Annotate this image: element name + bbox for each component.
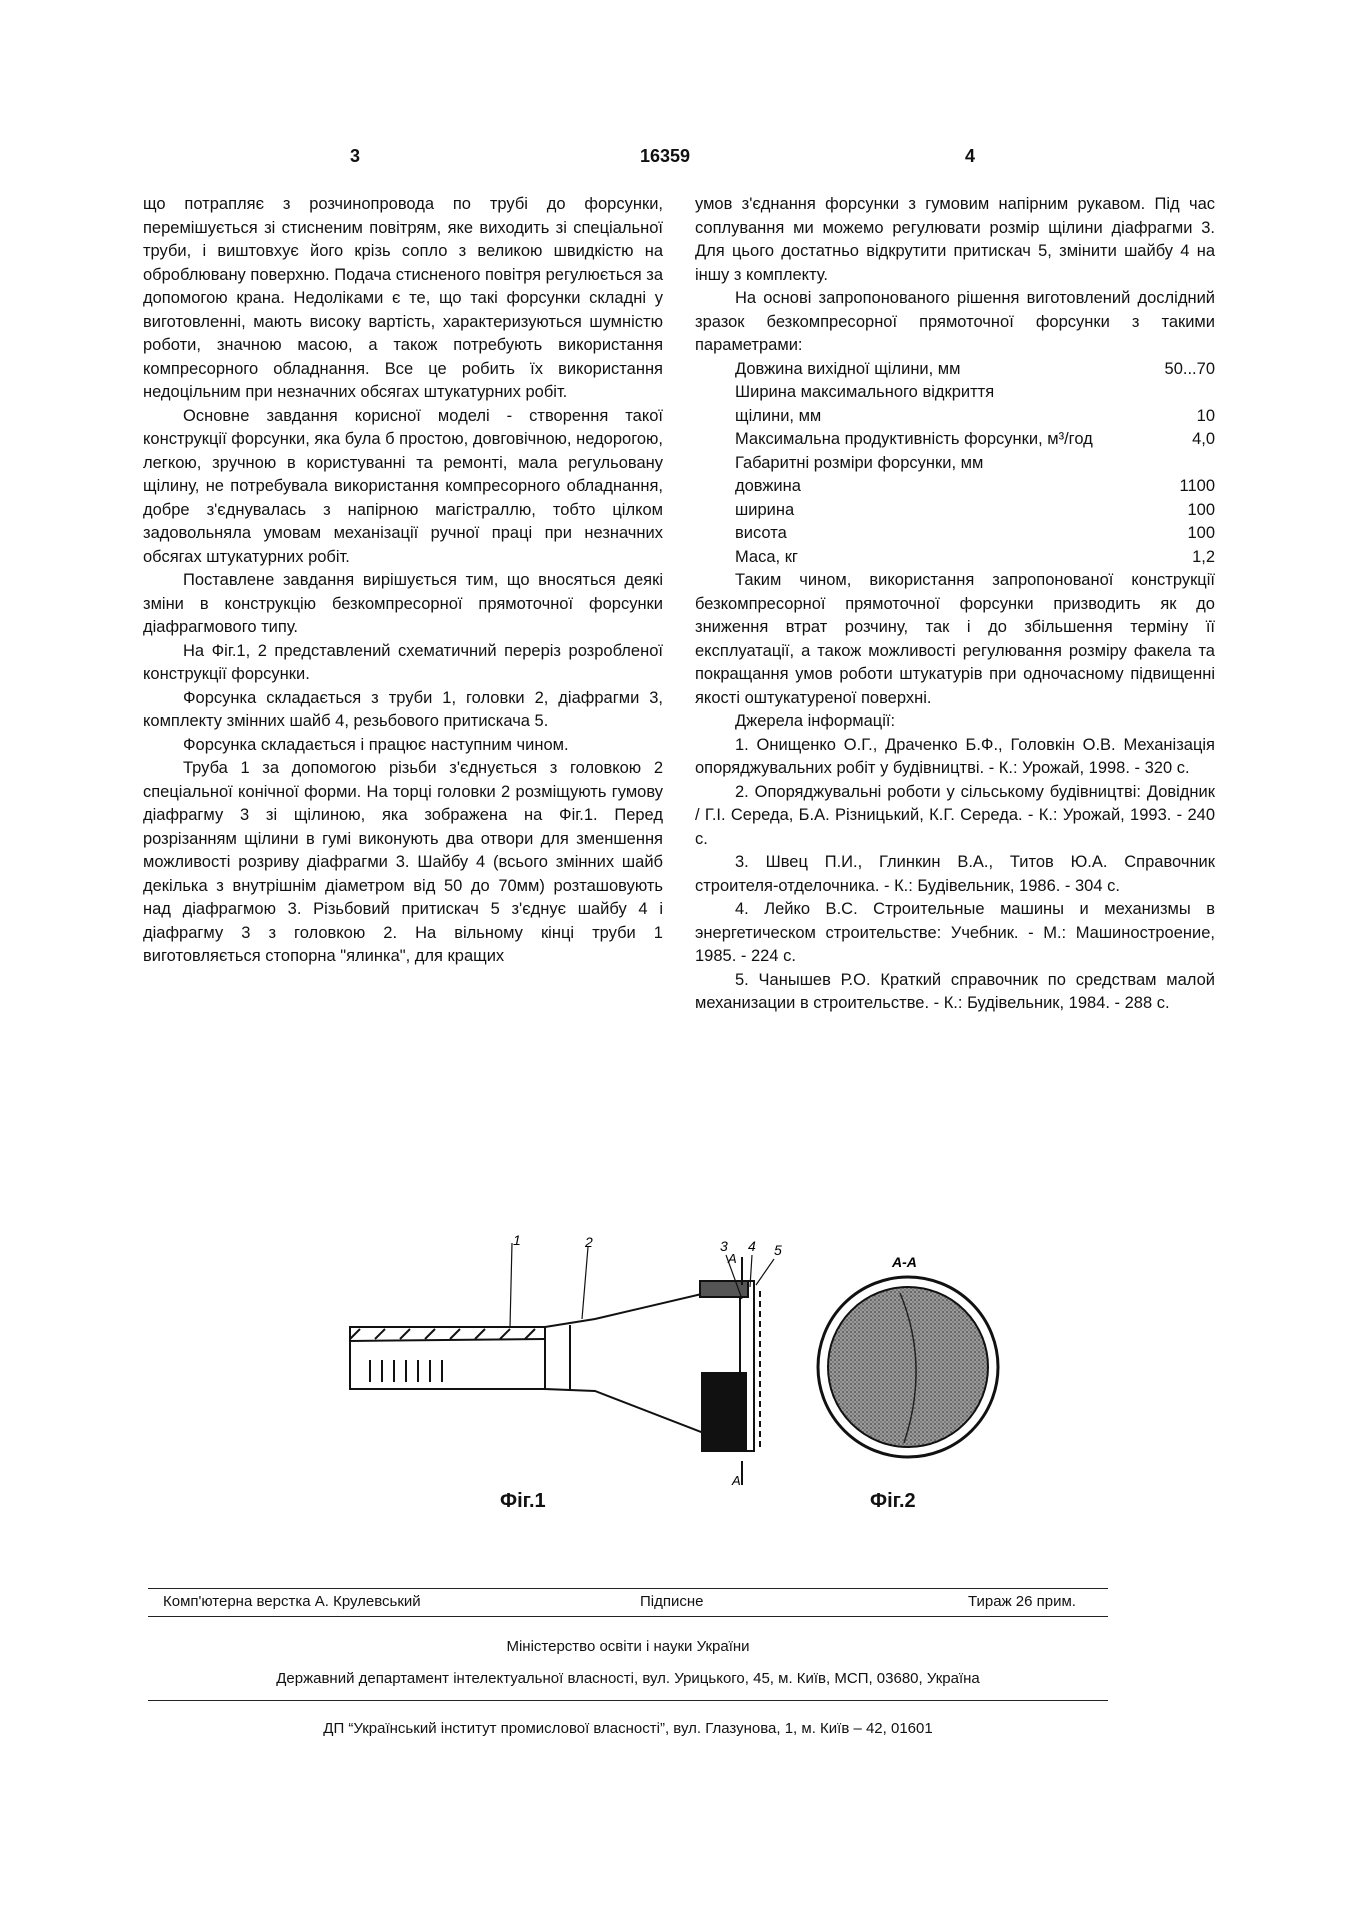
source-item: 3. Швец П.И., Глинкин В.А., Титов Ю.А. Справочник строителя-отделочника. - К.: Будівельник, 1986. - 304 с. [695,853,1215,895]
parameters-list [695,358,1215,570]
fig2-caption: Фіг.2 [870,1490,916,1512]
source-item: 4. Лейко В.С. Строительные машины и механизмы в энергетическом строительстве: Учебник. - М.: Машиностроение, 1985. - 224 с. [695,900,1215,965]
footer-rule-bottom [148,1700,1108,1701]
label-1: 1 [513,1232,521,1248]
right-paragraph-3: Таким чином, використання запропонованої конструкції безкомпресорної прямоточної форсунки призводить як до зниження втрат розчину, так і до збільшення терміну її експлуатації, а також можливості регулювання розміру факела та покращання умов роботи штукатурів при одночасному підвищенні якості оштукатуреної поверхні. [695,571,1215,707]
param-row: щілини, мм 10 [735,406,1215,425]
footer-department: Державний департамент інтелектуальної власності, вул. Урицького, 45, м. Київ, МСП, 03680, Україна [276,1670,980,1687]
fig1-caption: Фіг.1 [500,1490,546,1512]
left-paragraph-6: Форсунка складається і працює наступним чином. [183,735,569,754]
footer-rule-middle [148,1616,1108,1617]
footer-rule-top [148,1588,1108,1589]
footer-ministry: Міністерство освіти і науки України [506,1638,750,1655]
nozzle-figure-1 [350,1257,760,1485]
section-mark-bottom: A [732,1473,741,1488]
footer-signed: Підписне [640,1593,704,1610]
figure-drawing [330,1215,1030,1490]
cross-section-figure-2 [818,1254,998,1457]
param-row: Максимальна продуктивність форсунки, м³/год 4,0 [735,430,1215,448]
right-column [695,193,1215,1016]
param-row: ширина 100 [735,500,1215,519]
left-paragraph-3: Поставлене завдання вирішується тим, що вносяться деякі зміни в конструкцію безкомпресорної прямоточної форсунки діафрагмового типу. [143,571,663,636]
label-4: 4 [748,1238,756,1254]
footer-layout: Комп'ютерна верстка А. Крулевський [163,1593,421,1610]
left-paragraph-7: Труба 1 за допомогою різьби з'єднується з головкою 2 спеціальної конічної форми. На торці головки 2 розміщують гумову діафрагму 3 зі щілиною, яка зображена на Фіг.1. Перед розрізанням щілини в гумі виконують два отвори для зменшення можливості розриву діафрагми 3. Шайбу 4 (всього змінних шайб декілька з внутрішнім діаметром від 50 до 70мм) розташовують над діафрагмою 3. Різьбовий притискач 5 з'єднує шайбу 4 і діафрагму 3 з головкою 2. На вільному кінці труби 1 виготовляється стопорна "ялинка", для кращих [143,759,663,965]
left-column [143,193,663,969]
label-5: 5 [774,1242,782,1258]
page-number-left: 3 [350,146,361,166]
param-row: Ширина максимального відкриття [735,383,995,401]
source-item: 5. Чанышев Р.О. Краткий справочник по средствам малой механизации в строительстве. - К.: Будівельник, 1984. - 288 с. [695,970,1215,1012]
section-mark-top: A [728,1251,737,1266]
section-title: А-А [892,1254,917,1270]
param-row: Маса, кг 1,2 [735,547,1215,566]
source-item: 1. Онищенко О.Г., Драченко Б.Ф., Головкін О.В. Механізація опоряджувальних робіт у будівництві. - К.: Урожай, 1998. - 320 с. [695,735,1215,777]
patent-number: 16359 [640,146,691,166]
label-3: 3 [720,1238,728,1254]
sources-title: Джерела інформації: [735,712,896,730]
right-paragraph-1: умов з'єднання форсунки з гумовим напірним рукавом. Під час соплування ми можемо регулювати розмір щілини діафрагми 3. Для цього достатньо відкрутити притискач 5, змінити шайбу 4 на іншу з комплекту. [695,195,1215,284]
param-row: Довжина вихідної щілини, мм 50...70 [735,359,1215,378]
param-row: висота 100 [735,524,1215,542]
left-paragraph-5: Форсунка складається з труби 1, головки 2, діафрагми 3, комплекту змінних шайб 4, резьбового притискача 5. [143,688,663,730]
param-row: Габаритні розміри форсунки, мм [735,453,984,472]
param-row: довжина 1100 [735,477,1215,495]
footer-circulation: Тираж 26 прим. [968,1593,1076,1610]
left-paragraph-4: На Фіг.1, 2 представлений схематичний переріз розробленої конструкції форсунки. [143,641,663,683]
source-item: 2. Опоряджувальні роботи у сільському будівництві: Довідник / Г.І. Середа, Б.А. Різницький, К.Г. Середа. - К.: Урожай, 1993. - 240 с. [695,782,1215,848]
left-paragraph-1: що потрапляє з розчинопровода по трубі до форсунки, перемішується зі стисненим повітрям, яке виходить зі спеціальної труби, і виштовхує його крізь сопло з великою швидкістю на оброблювану поверхню. Подача стисненого повітря регулюється за допомогою крана. Недоліками є те, що такі форсунки складні у виготовленні, мають високу вартість, характеризуються шумністю роботи, значною масою, а також потребують використання компресорного обладнання. Все це робить їх використання недоцільним при незначних обсягах штукатурних робіт. [143,195,663,401]
footer-institute: ДП “Український інститут промислової власності”, вул. Глазунова, 1, м. Київ – 42, 01601 [323,1720,933,1737]
label-2: 2 [585,1234,593,1250]
right-paragraph-2: На основі запропонованого рішення виготовлений дослідний зразок безкомпресорної прямоточної форсунки з такими параметрами: [695,289,1215,354]
left-paragraph-2: Основне завдання корисної моделі - створення такої конструкції форсунки, яка була б простою, довговічною, недорогою, легкою, зручною в користуванні та ремонті, мала регульовану щілину, не потребувала використання компресорного обладнання, добре з'єднувалась з напірною магістраллю, тобто цілком задовольняла умовам механізації ручної праці при незначних обсягах штукатурних робіт. [143,406,663,566]
page-number-right: 4 [965,146,976,166]
